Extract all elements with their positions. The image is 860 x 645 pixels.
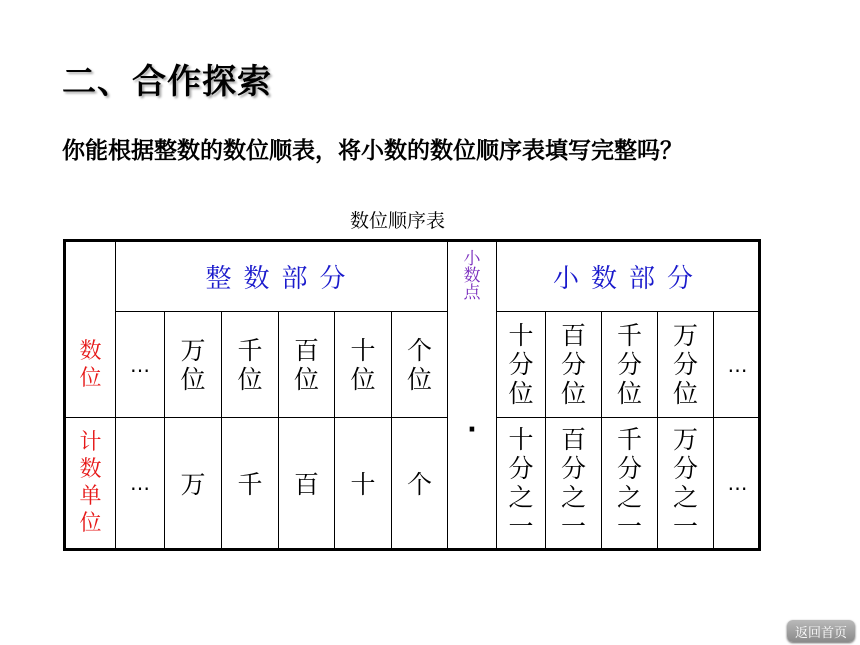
place-text: 千位 (237, 335, 263, 394)
place-text: 万分位 (672, 321, 698, 408)
place-text: 百位 (293, 335, 319, 394)
unit-text: 十分之一 (508, 425, 534, 541)
place-text: 十位 (350, 335, 376, 394)
unit-ellipsis-left: … (130, 471, 150, 495)
place-cell (165, 312, 221, 417)
place-cell (602, 312, 657, 417)
unit-cell: 万 (180, 470, 206, 499)
place-cell (335, 312, 391, 417)
place-cell (222, 312, 278, 417)
decimal-part-header: 小数部分 (552, 264, 705, 294)
place-text: 个位 (406, 335, 432, 394)
unit-cell (602, 418, 657, 548)
unit-cell: 千 (237, 470, 263, 499)
place-cell (392, 312, 447, 417)
place-value-table (63, 239, 761, 551)
unit-cell (546, 418, 601, 548)
place-ellipsis-right: … (727, 352, 748, 377)
decimal-point: · (467, 415, 477, 445)
row-label-unit-text: 计数单位 (79, 430, 102, 536)
place-text: 千分位 (616, 321, 642, 408)
row-label-place (66, 312, 115, 417)
unit-text: 千分之一 (616, 425, 642, 541)
place-cell (658, 312, 713, 417)
decimal-point-header (448, 242, 496, 311)
question-text: 你能根据整数的数位顺表，将小数的数位顺序表填写完整吗？ (62, 138, 683, 164)
place-cell (279, 312, 334, 417)
row-label-unit (66, 418, 115, 548)
unit-cell (497, 418, 545, 548)
unit-text: 万分之一 (672, 425, 698, 541)
home-button[interactable]: 返回首页 (787, 620, 855, 642)
row-label-place-text: 数位 (79, 338, 102, 391)
place-cell (497, 312, 545, 417)
unit-cell: 十 (350, 470, 376, 499)
place-cell (546, 312, 601, 417)
integer-part-header: 整数部分 (205, 264, 358, 294)
place-ellipsis-left: … (130, 352, 150, 377)
unit-cell: 百 (293, 470, 319, 499)
table-caption: 数位顺序表 (350, 210, 446, 232)
unit-cell: 个 (406, 470, 432, 499)
decimal-point-header-text: 小数点 (463, 249, 481, 303)
unit-text: 百分之一 (560, 425, 586, 541)
unit-cell (658, 418, 713, 548)
place-text: 十分位 (508, 321, 534, 408)
place-text: 百分位 (560, 321, 586, 408)
place-text: 万位 (180, 335, 206, 394)
unit-ellipsis-right: … (727, 471, 748, 495)
slide-title: 二、合作探索 (62, 62, 272, 102)
